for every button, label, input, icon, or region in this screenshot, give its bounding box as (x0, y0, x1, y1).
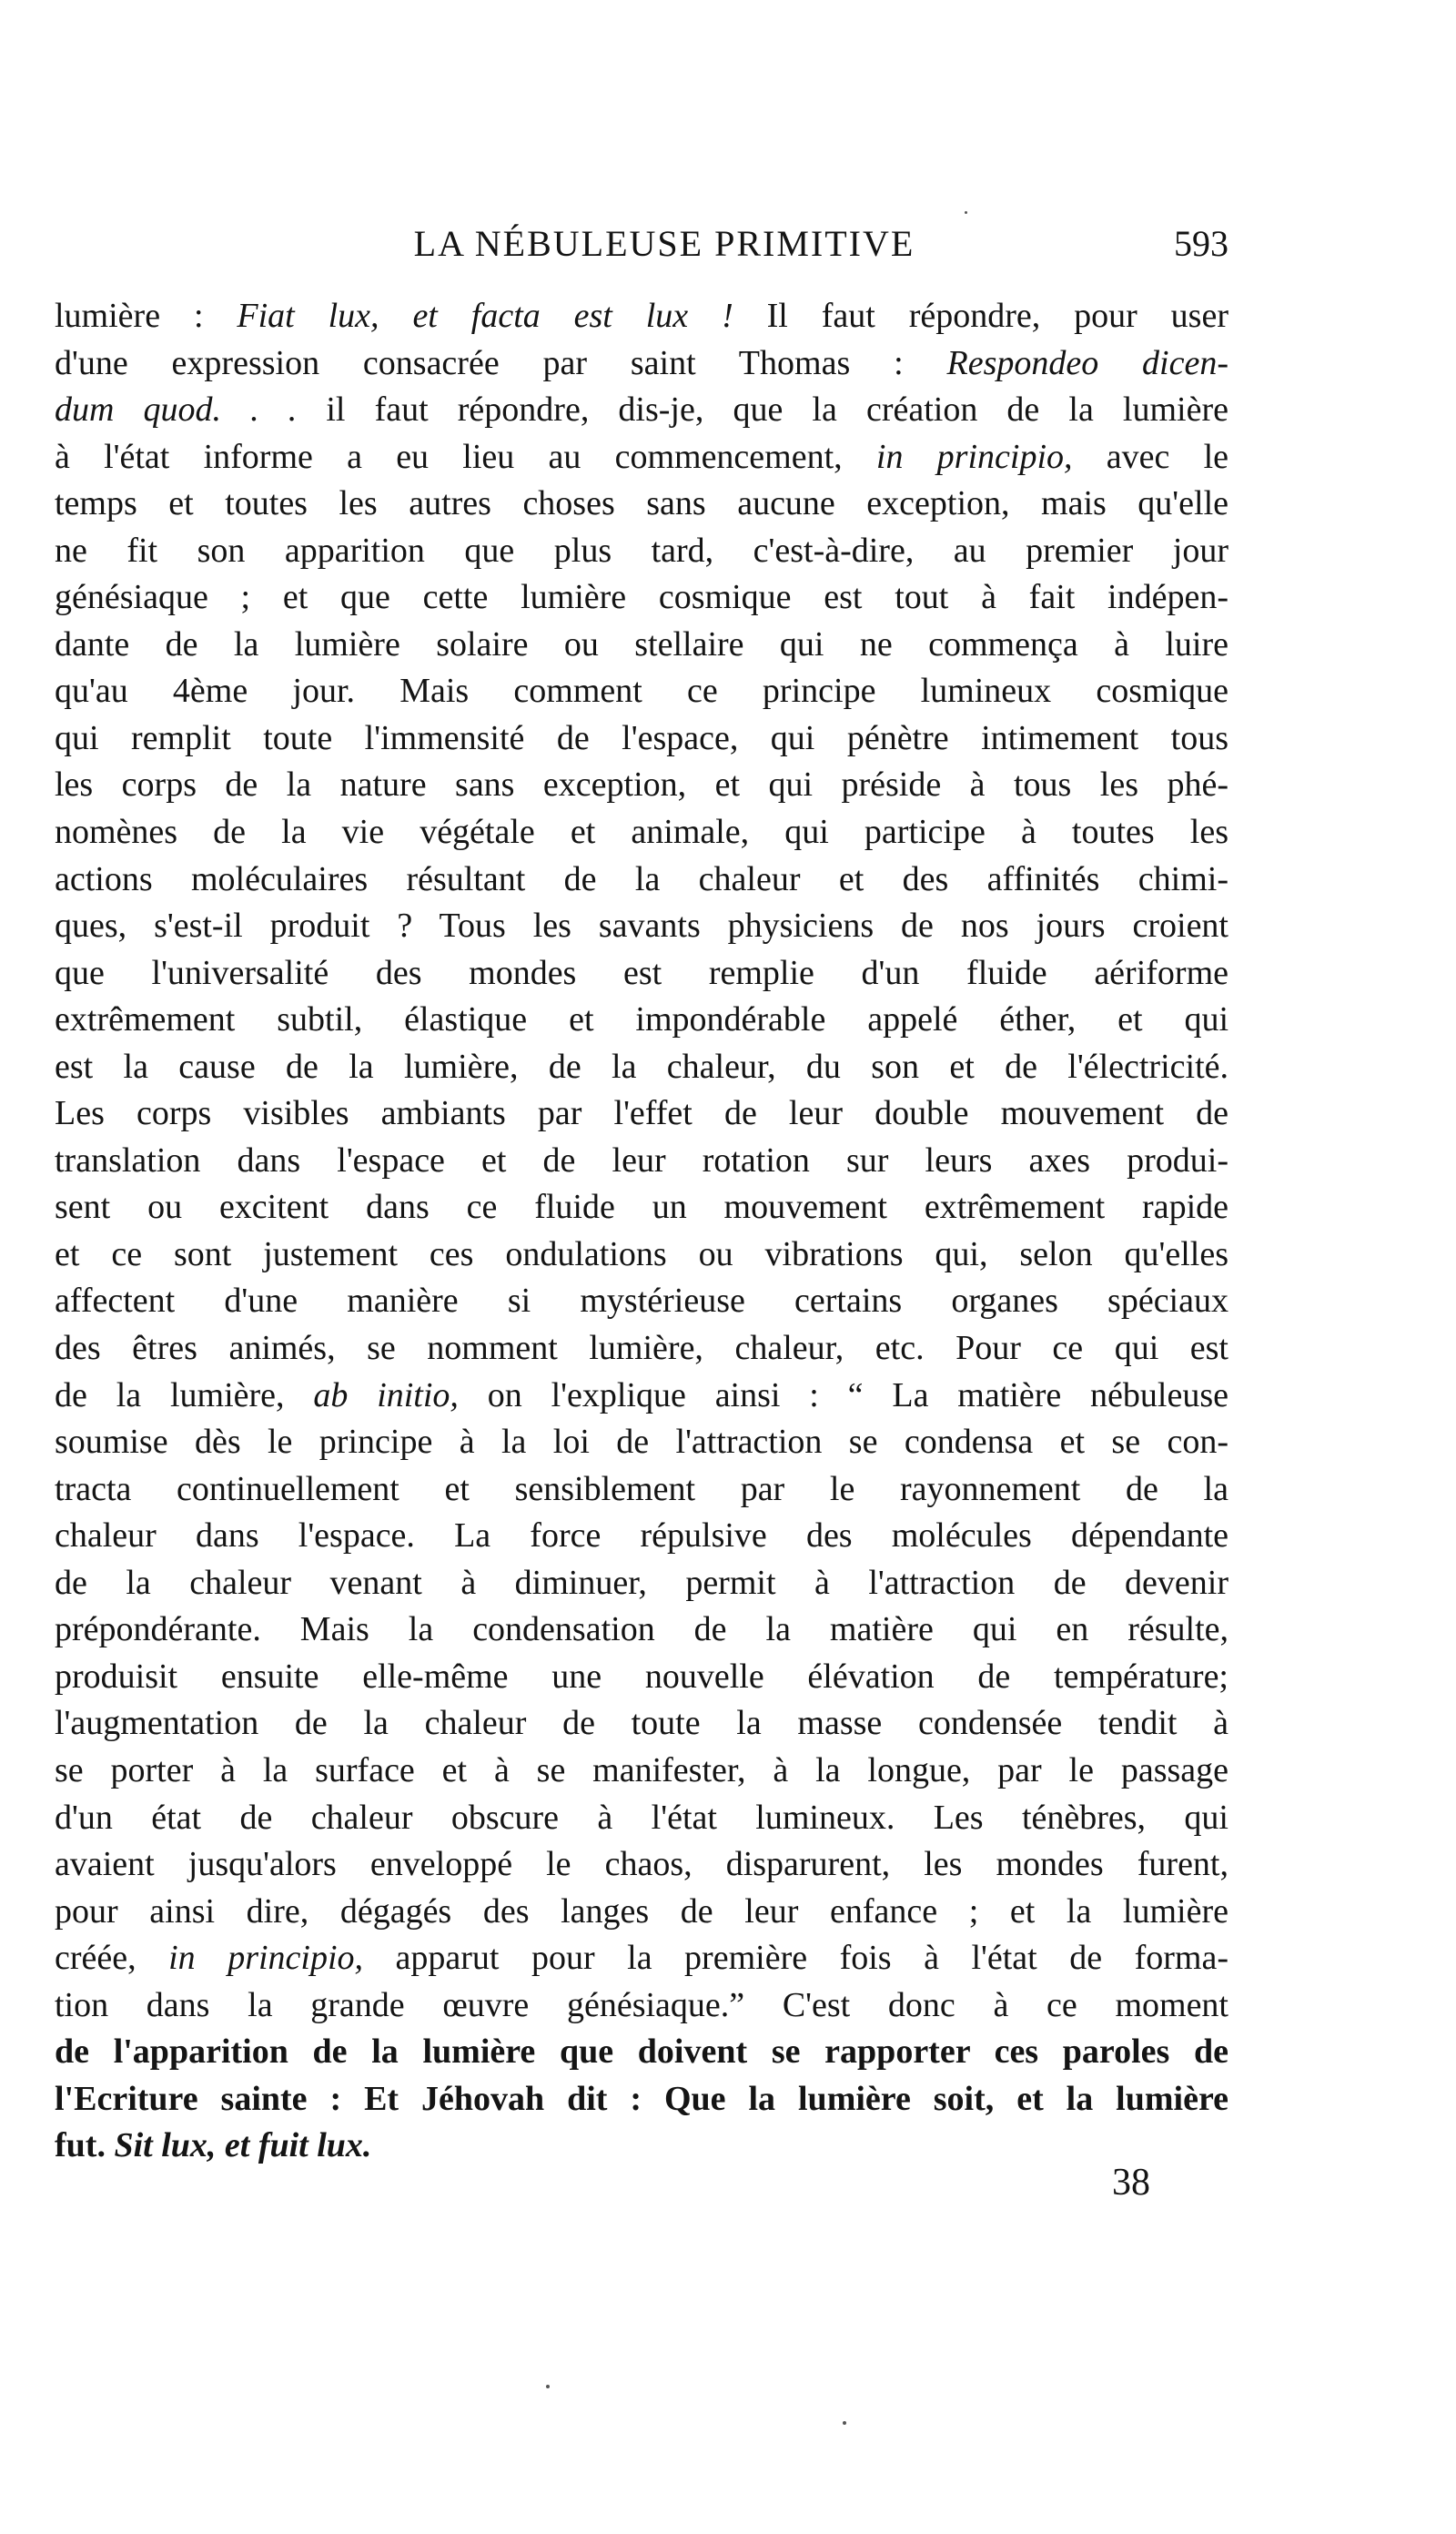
text-run: ques, s'est-il produit ? Tous les savants physiciens de nos jours croient (55, 907, 1228, 946)
text-line (55, 1232, 1228, 1279)
text-run: créée, (55, 1939, 169, 1978)
text-line (55, 434, 1228, 481)
text-run: dum quod. . . (55, 390, 298, 430)
text-run: il faut répondre, dis-je, que la création de la lumière (297, 390, 1228, 430)
text-line (55, 1044, 1228, 1091)
text-run: de la chaleur venant à diminuer, permit à l'attraction de devenir (55, 1563, 1228, 1602)
text-run: de la lumière, (55, 1375, 314, 1414)
text-run: apparut pour la première fois à l'état de forma- (363, 1939, 1228, 1978)
text-run: Fiat lux, et facta est lux ! (237, 297, 733, 335)
text-line (55, 574, 1228, 622)
text-run: qui remplit toute l'immensité de l'espace, qui pénètre intimement tous (55, 718, 1228, 757)
text-line (55, 1560, 1228, 1607)
text-line (55, 1935, 1228, 1982)
text-run: Les corps visibles ambiants par l'effet de leur double mouvement de (55, 1094, 1228, 1133)
text-run: temps et toutes les autres choses sans aucune exception, mais qu'elle (55, 484, 1228, 523)
text-run: prépondérante. Mais la condensation de la matière qui en résulte, (55, 1610, 1228, 1649)
text-run: extrêmement subtil, élastique et impondérable appelé éther, et qui (55, 1000, 1228, 1039)
text-line (55, 2029, 1228, 2076)
text-run: avaient jusqu'alors enveloppé le chaos, disparurent, les mondes furent, (55, 1845, 1228, 1884)
text-line (55, 1373, 1228, 1420)
text-line (55, 2123, 1228, 2170)
text-line (55, 1700, 1228, 1748)
text-line (55, 387, 1228, 434)
text-line (55, 997, 1228, 1044)
text-line (55, 809, 1228, 856)
text-run: les corps de la nature sans exception, et qui préside à tous les phé- (55, 765, 1228, 805)
text-run: produisit ensuite elle-même une nouvelle élévation de température; (55, 1657, 1228, 1696)
print-speck (843, 2421, 846, 2425)
text-line (55, 1889, 1228, 1936)
text-run: de l'apparition de la lumière que doivent se rapporter ces paroles de (55, 2032, 1228, 2072)
text-line (55, 1419, 1228, 1466)
text-line (55, 1748, 1228, 1795)
page-number: 593 (1174, 223, 1228, 264)
text-line (55, 715, 1228, 763)
text-run: d'une expression consacrée par saint Thomas : (55, 343, 947, 382)
text-run: on l'explique ainsi : “ La matière nébuleuse (458, 1375, 1228, 1414)
text-run: tion dans la grande œuvre génésiaque.” C'est donc à ce moment (55, 1985, 1228, 2024)
text-line (55, 528, 1228, 575)
text-line (55, 762, 1228, 809)
text-run: ab initio, (313, 1375, 459, 1414)
text-line (55, 1466, 1228, 1514)
text-run: translation dans l'espace et de leur rotation sur leurs axes produi- (55, 1140, 1228, 1180)
text-run: Respondeo dicen- (946, 343, 1228, 382)
text-run: l'augmentation de la chaleur de toute la masse condensée tendit à (55, 1704, 1228, 1743)
text-line (55, 2076, 1228, 2123)
text-line (55, 1325, 1228, 1373)
text-run: génésiaque ; et que cette lumière cosmique est tout à fait indépen- (55, 578, 1228, 617)
text-run: soumise dès le principe à la loi de l'attraction se condensa et se con- (55, 1423, 1228, 1462)
text-run: actions moléculaires résultant de la chaleur et des affinités chimi- (55, 859, 1228, 898)
text-run: in principio, (875, 437, 1073, 476)
text-run: d'un état de chaleur obscure à l'état lumineux. Les ténèbres, qui (55, 1798, 1228, 1837)
text-line (55, 1841, 1228, 1889)
text-run: fut. (55, 2126, 115, 2165)
text-run: l'Ecriture sainte : Et Jéhovah dit : Que la lumière soit, et la lumière (55, 2079, 1228, 2118)
body-text (55, 293, 1228, 2170)
text-run: sent ou excitent dans ce fluide un mouvement extrêmement rapide (55, 1188, 1228, 1227)
text-run: avec le (1072, 437, 1228, 476)
text-run: in principio, (168, 1939, 364, 1978)
text-line (55, 1138, 1228, 1185)
text-run: est la cause de la lumière, de la chaleur, du son et de l'électricité. (55, 1047, 1228, 1086)
text-line (55, 950, 1228, 998)
text-run: chaleur dans l'espace. La force répulsive des molécules dépendante (55, 1516, 1228, 1556)
text-line (55, 1513, 1228, 1560)
text-line (55, 1607, 1228, 1654)
print-speck (965, 211, 967, 214)
text-line (55, 1184, 1228, 1232)
text-line (55, 293, 1228, 340)
text-run: à l'état informe a eu lieu au commencement, (55, 437, 876, 476)
text-run: lumière : (55, 297, 238, 335)
text-run: que l'universalité des mondes est remplie d'un fluide aériforme (55, 953, 1228, 992)
text-run: se porter à la surface et à se manifester, à la longue, par le passage (55, 1750, 1228, 1789)
text-line (55, 340, 1228, 388)
text-line (55, 1278, 1228, 1325)
text-run: tracta continuellement et sensiblement par le rayonnement de la (55, 1469, 1228, 1508)
text-run: affectent d'une manière si mystérieuse certains organes spéciaux (55, 1282, 1228, 1321)
text-line (55, 668, 1228, 715)
text-line (55, 903, 1228, 950)
running-head (100, 217, 1228, 271)
chapter-title: LA NÉBULEUSE PRIMITIVE (413, 223, 915, 264)
text-line (55, 1795, 1228, 1842)
text-line (55, 1090, 1228, 1138)
signature-mark: 38 (1112, 2162, 1150, 2204)
text-run: ne fit son apparition que plus tard, c'est-à-dire, au premier jour (55, 531, 1228, 570)
print-speck (546, 2385, 550, 2388)
text-line (55, 856, 1228, 904)
text-run: nomènes de la vie végétale et animale, qui participe à toutes les (55, 813, 1228, 852)
text-run: Sit lux, et fuit lux. (114, 2126, 372, 2165)
text-run: et ce sont justement ces ondulations ou vibrations qui, selon qu'elles (55, 1234, 1228, 1273)
text-line (55, 481, 1228, 528)
text-run: dante de la lumière solaire ou stellaire qui ne commença à luire (55, 624, 1228, 664)
text-run: des êtres animés, se nomment lumière, chaleur, etc. Pour ce qui est (55, 1329, 1228, 1368)
text-line (55, 1654, 1228, 1701)
text-line (55, 1982, 1228, 2030)
text-run: Il faut répondre, pour user (733, 297, 1228, 335)
text-line (55, 622, 1228, 669)
text-run: qu'au 4ème jour. Mais comment ce principe lumineux cosmique (55, 672, 1228, 711)
text-run: pour ainsi dire, dégagés des langes de leur enfance ; et la lumière (55, 1891, 1228, 1931)
